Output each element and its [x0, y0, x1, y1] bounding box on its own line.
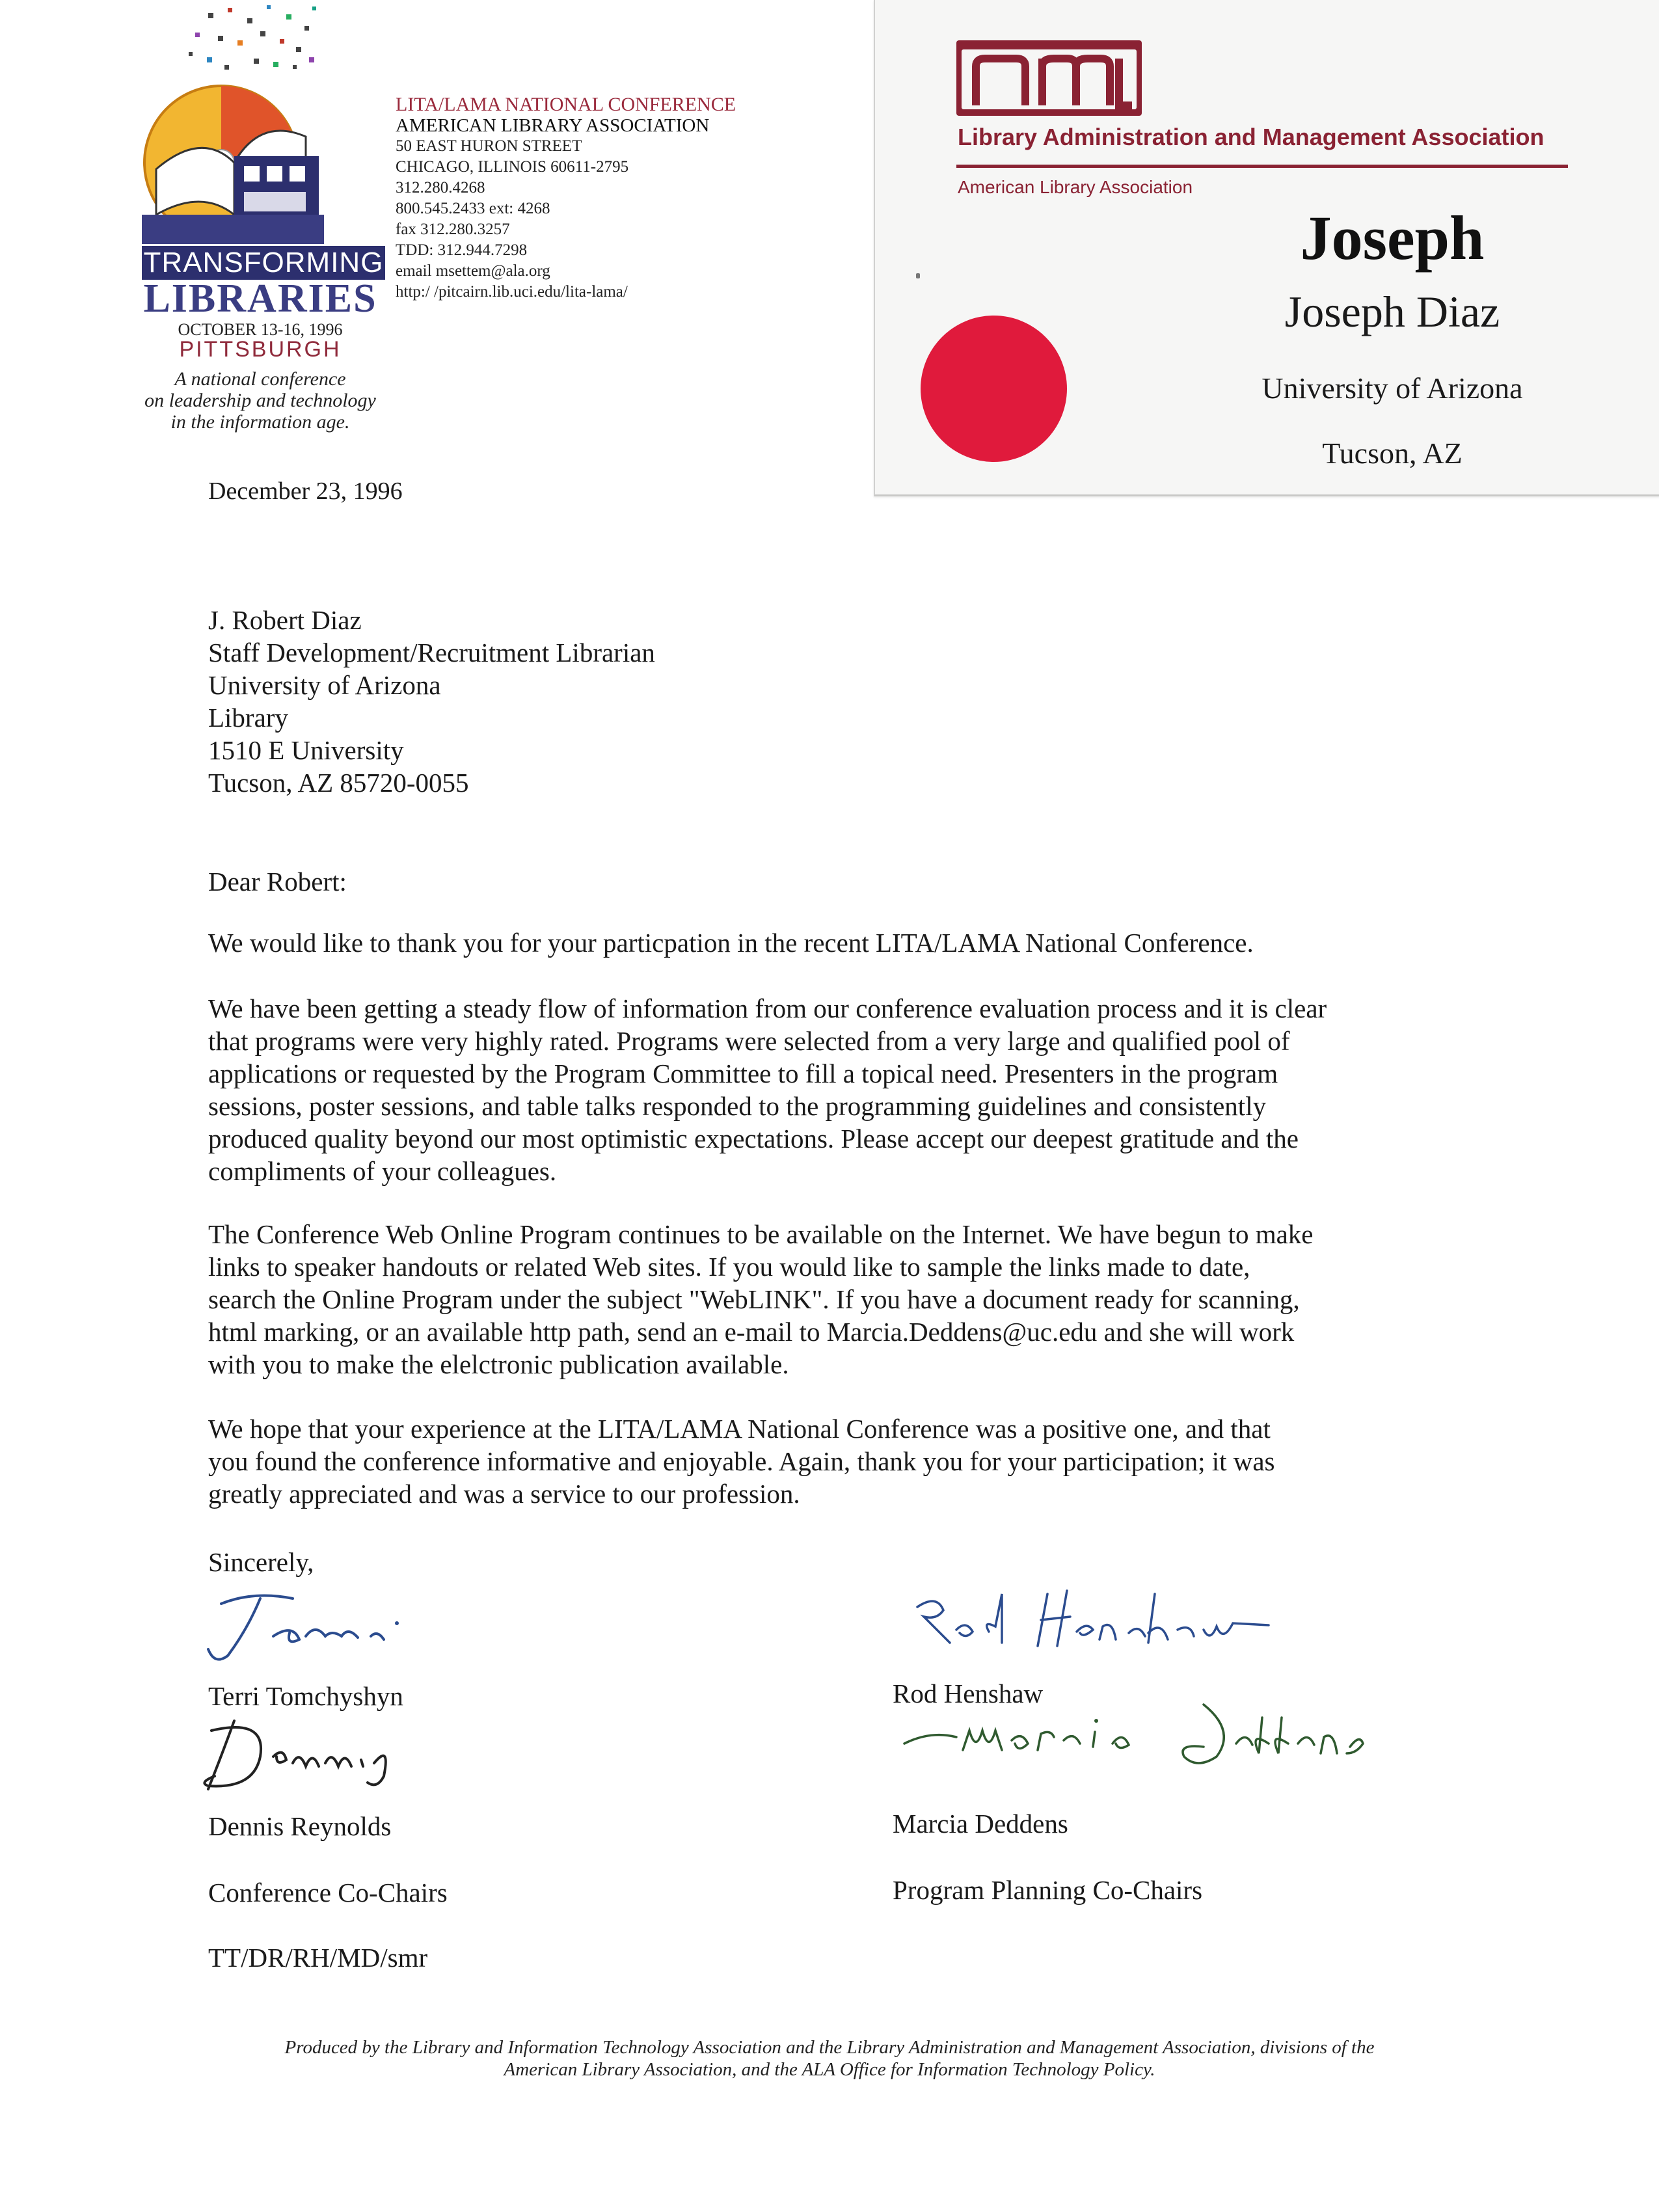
paragraph-line: The Conference Web Online Program continues to be available on the Internet. We have begun to make: [208, 1219, 1314, 1249]
badge-full-name: Joseph Diaz: [1284, 287, 1500, 336]
paragraph-line: greatly appreciated and was a service to our profession.: [208, 1479, 800, 1509]
paragraph-line: We would like to thank you for your particpation in the recent LITA/LAMA National Conference.: [208, 928, 1254, 958]
paragraph-closing-remarks: [208, 1412, 1477, 1510]
badge-city: Tucson, AZ: [1322, 437, 1463, 470]
signer-name: Marcia Deddens: [893, 1809, 1068, 1839]
logo-title: TRANSFORMING: [142, 246, 385, 280]
logo-dates: OCTOBER 13-16, 1996: [178, 320, 343, 339]
recipient-institution: University of Arizona: [208, 670, 441, 700]
paragraph-line: We hope that your experience at the LITA/LAMA National Conference was a positive one, and that: [208, 1414, 1271, 1444]
paragraph-line: that programs were very highly rated. Programs were selected from a very large and qualified pool of: [208, 1026, 1290, 1056]
paragraph-thanks: [208, 926, 1477, 959]
url-line: http:/ /pitcairn.lib.uci.edu/lita-lama/: [396, 283, 628, 301]
paragraph-line: links to speaker handouts or related Web sites. If you would like to sample the links made to date,: [208, 1252, 1250, 1282]
letterhead-address: [396, 94, 736, 303]
badge-first-name: Joseph: [1300, 203, 1485, 273]
recipient-department: Library: [208, 703, 288, 733]
badge-organization: Library Administration and Management Association: [958, 124, 1544, 150]
badge-divider: [956, 165, 1568, 168]
paragraph-line: compliments of your colleagues.: [208, 1156, 557, 1186]
paragraph-line: produced quality beyond our most optimistic expectations. Please accept our deepest gratitude and the: [208, 1124, 1299, 1153]
address-line: LITA/LAMA NATIONAL CONFERENCE: [396, 94, 736, 115]
address-line: CHICAGO, ILLINOIS 60611-2795: [396, 158, 629, 176]
conference-tagline: [98, 368, 423, 433]
tagline-line: A national conference: [174, 368, 346, 390]
paragraph-web-program: [208, 1218, 1477, 1381]
recipient-name: J. Robert Diaz: [208, 605, 362, 635]
badge-smudge: [916, 273, 920, 278]
recipient-city: Tucson, AZ 85720-0055: [208, 768, 469, 798]
paragraph-line: search the Online Program under the subject "WebLINK". If you have a document ready for scanning,: [208, 1284, 1300, 1314]
right-group-title: Program Planning Co-Chairs: [893, 1875, 1203, 1905]
salutation: Dear Robert:: [208, 867, 347, 897]
signature-terri: [202, 1584, 423, 1675]
closing: Sincerely,: [208, 1547, 314, 1577]
footer-line: Produced by the Library and Information Technology Association and the Library Administration and Management Association, divisions of the: [284, 2037, 1375, 2058]
fax-line: fax 312.280.3257: [396, 221, 510, 238]
address-line: 50 EAST HURON STREET: [396, 137, 582, 155]
paragraph-line: you found the conference informative and enjoyable. Again, thank you for your participation; it was: [208, 1446, 1275, 1476]
signature-dennis: [195, 1705, 429, 1802]
paragraph-line: applications or requested by the Program Committee to fill a topical need. Presenters in the program: [208, 1059, 1278, 1088]
tagline-line: in the information age.: [170, 411, 350, 433]
paragraph-line: html marking, or an available http path, send an e-mail to Marcia.Deddens@uc.edu and she will work: [208, 1317, 1295, 1347]
email-line: email msettem@ala.org: [396, 262, 550, 280]
recipient-address: [208, 604, 859, 799]
phone-line: 312.280.4268: [396, 179, 485, 196]
lama-logo: [956, 40, 1142, 116]
logo-subtitle: LIBRARIES: [143, 276, 377, 321]
footer-credit: [78, 2036, 1581, 2081]
recipient-title: Staff Development/Recruitment Librarian: [208, 638, 655, 668]
signer-name: Dennis Reynolds: [208, 1811, 392, 1841]
badge-institution: University of Arizona: [1261, 371, 1523, 405]
badge-parent-org: American Library Association: [958, 177, 1193, 197]
logo-city: PITTSBURGH: [179, 337, 342, 362]
paragraph-line: We have been getting a steady flow of information from our conference evaluation process and it is clear: [208, 993, 1327, 1023]
footer-line: American Library Association, and the ALA Office for Information Technology Policy.: [504, 2059, 1155, 2080]
tdd-line: TDD: 312.944.7298: [396, 241, 528, 259]
tagline-line: on leadership and technology: [144, 390, 376, 411]
signature-rod: [904, 1581, 1282, 1652]
paragraph-line: sessions, poster sessions, and table talks responded to the programming guidelines and consistently: [208, 1091, 1267, 1121]
red-dot-sticker: [921, 316, 1067, 462]
letter-date: December 23, 1996: [208, 478, 403, 505]
address-line: AMERICAN LIBRARY ASSOCIATION: [396, 115, 710, 136]
paragraph-evaluation: [208, 992, 1477, 1187]
signer-name: Rod Henshaw: [893, 1679, 1044, 1708]
paragraph-line: with you to make the elelctronic publication available.: [208, 1349, 789, 1379]
signature-marcia: [898, 1692, 1418, 1789]
phone-line: 800.545.2433 ext: 4268: [396, 200, 550, 217]
signer-name: Terri Tomchyshyn: [208, 1681, 403, 1711]
recipient-street: 1510 E University: [208, 735, 404, 765]
left-group-title: Conference Co-Chairs: [208, 1878, 448, 1908]
reference-initials: TT/DR/RH/MD/smr: [208, 1943, 428, 1973]
